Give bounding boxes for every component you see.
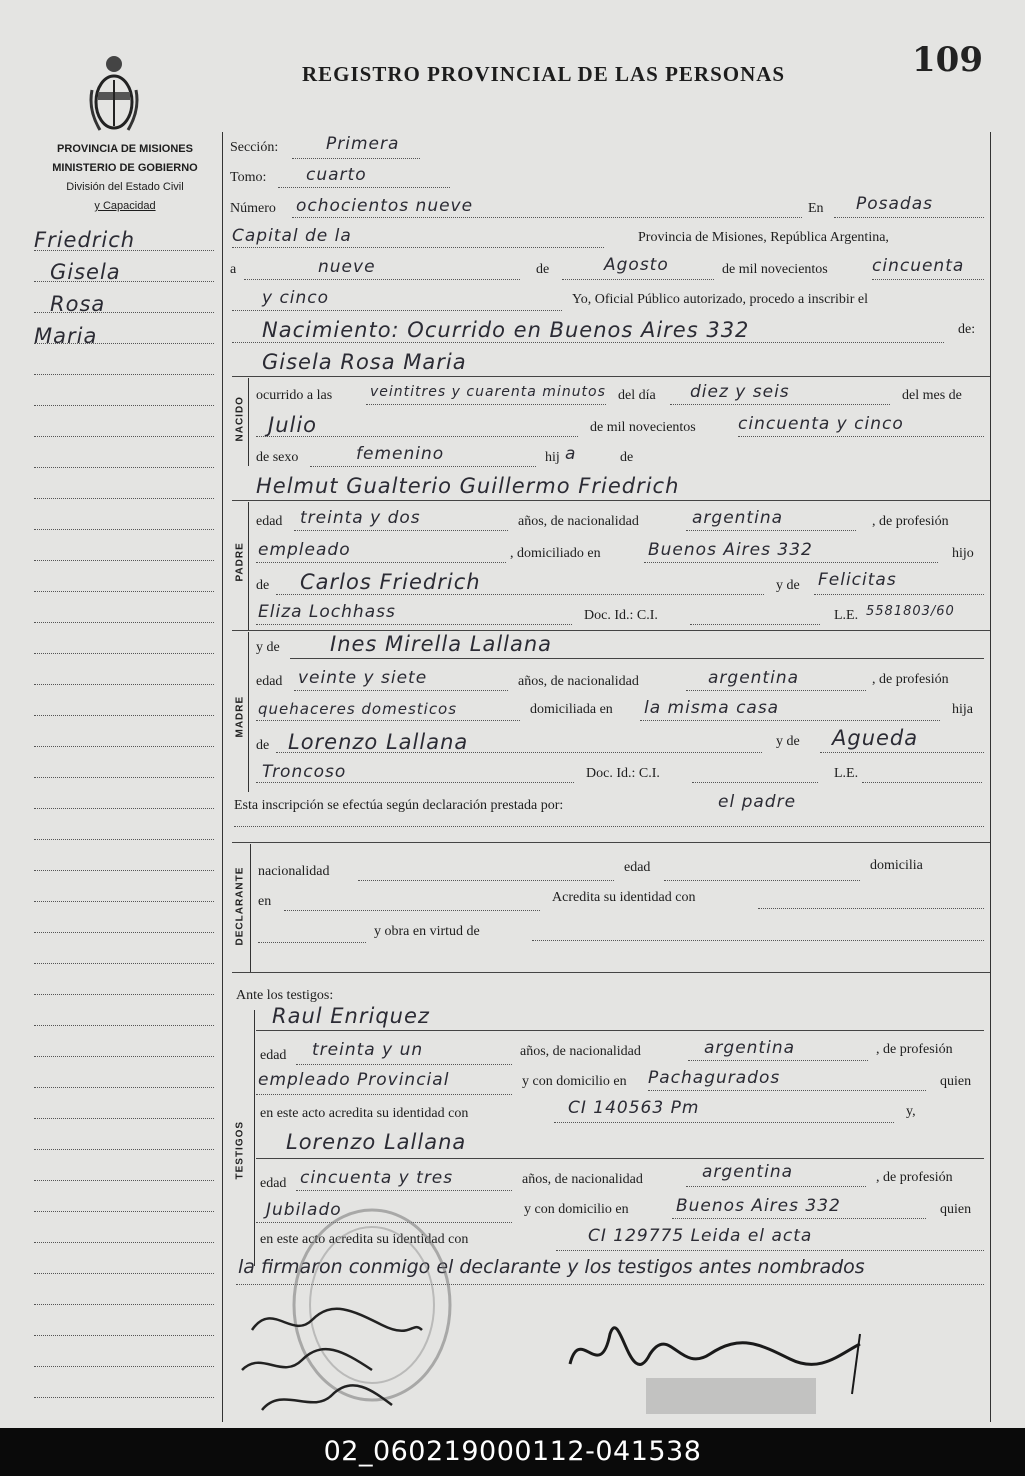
- margin-rule: [34, 1211, 214, 1212]
- value-t2-nac: argentina: [702, 1162, 794, 1182]
- left-frame: [222, 132, 223, 1422]
- label-ante: Ante los testigos:: [236, 988, 334, 1003]
- margin-rule: [34, 1273, 214, 1274]
- coat-of-arms-icon: [86, 50, 142, 136]
- margin-rule: [34, 653, 214, 654]
- margin-rule: [34, 1149, 214, 1150]
- value-nombre: Gisela Rosa Maria: [262, 350, 467, 374]
- margin-rule: [34, 746, 214, 747]
- margin-rule: [34, 405, 214, 406]
- value-t1-nombre: Raul Enriquez: [272, 1004, 430, 1028]
- label-madre-edad: edad: [256, 674, 283, 689]
- label-esta-inscripcion: Esta inscripción se efectúa según declaración prestada por:: [234, 798, 564, 813]
- value-tomo: cuarto: [306, 165, 367, 185]
- value-padre-nombre: Helmut Gualterio Guillermo Friedrich: [256, 474, 680, 498]
- label-ocurrido: ocurrido a las: [256, 388, 333, 403]
- label-y-de: y de: [776, 578, 800, 593]
- label-t2-acredita: en este acto acredita su identidad con: [260, 1232, 469, 1247]
- org-line-3: División del Estado Civil: [66, 181, 184, 193]
- value-abuelo-m: Lorenzo Lallana: [288, 730, 469, 754]
- label-t1-acredita: en este acto acredita su identidad con: [260, 1106, 469, 1121]
- label-numero: Número: [230, 201, 276, 216]
- label-t2-prof: , de profesión: [876, 1170, 953, 1185]
- label-domiciliado: , domiciliado en: [510, 546, 601, 561]
- margin-rule: [34, 436, 214, 437]
- margin-name-1: Friedrich: [34, 228, 136, 252]
- margin-rule: [34, 870, 214, 871]
- label-edad2: edad: [624, 860, 651, 875]
- value-declarante: el padre: [718, 792, 797, 812]
- margin-rule: [34, 591, 214, 592]
- label-de-colon: de:: [958, 322, 976, 337]
- org-line-2: MINISTERIO DE GOBIERNO: [52, 162, 198, 174]
- value-mes-inscripcion: Agosto: [604, 255, 669, 275]
- label-padre-prof: , de profesión: [872, 514, 949, 529]
- label-t1-edad: edad: [260, 1048, 287, 1063]
- value-mes: Julio: [268, 413, 318, 437]
- image-caption: 02_060219000112-041538: [323, 1436, 702, 1467]
- value-padre-dom: Buenos Aires 332: [648, 540, 813, 560]
- label-padre-edad: edad: [256, 514, 283, 529]
- margin-rule: [34, 1118, 214, 1119]
- margin-rule: [34, 498, 214, 499]
- page-number: 109: [912, 40, 983, 80]
- value-t2-prof: Jubilado: [266, 1200, 342, 1220]
- margin-rule: [34, 622, 214, 623]
- label-en2: en: [258, 894, 272, 909]
- label-doc-id: Doc. Id.: C.I.: [584, 608, 658, 623]
- value-sexo: femenino: [356, 444, 445, 464]
- label-t2-nac: años, de nacionalidad: [522, 1172, 643, 1187]
- label-de-mil2: de mil novecientos: [590, 420, 696, 435]
- value-anio-2: y cinco: [262, 288, 330, 308]
- label-padre-nac: años, de nacionalidad: [518, 514, 639, 529]
- label-y-comma: y,: [906, 1104, 916, 1119]
- signature-witnesses-icon: [232, 1290, 432, 1428]
- value-cierre: la firmaron conmigo el declarante y los testigos antes nombrados: [238, 1256, 865, 1278]
- margin-rule: [34, 529, 214, 530]
- margin-name-4: Maria: [34, 324, 98, 348]
- margin-rule: [34, 281, 214, 282]
- value-abuela-p: Felicitas: [818, 570, 897, 590]
- margin-rule: [34, 994, 214, 995]
- page-title: REGISTRO PROVINCIAL DE LAS PERSONAS: [302, 62, 786, 86]
- margin-rule: [34, 963, 214, 964]
- label-y-de2: y de: [776, 734, 800, 749]
- value-t1-dom: Pachagurados: [648, 1068, 781, 1088]
- label-de2: de: [620, 450, 634, 465]
- label-del-dia: del día: [618, 388, 656, 403]
- right-frame: [990, 132, 991, 1422]
- margin-rule: [34, 1335, 214, 1336]
- label-nacionalidad: nacionalidad: [258, 864, 330, 879]
- value-abuela-m: Agueda: [832, 726, 919, 750]
- margin-rule: [34, 1366, 214, 1367]
- label-provincia: Provincia de Misiones, República Argentina,: [638, 230, 889, 245]
- value-t2-dom: Buenos Aires 332: [676, 1196, 841, 1216]
- label-de3: de: [256, 578, 270, 593]
- value-abuelo-p: Carlos Friedrich: [300, 570, 481, 594]
- label-de4: de: [256, 738, 270, 753]
- value-t2-edad: cincuenta y tres: [300, 1168, 454, 1188]
- label-le: L.E.: [834, 608, 859, 623]
- label-seccion: Sección:: [230, 140, 279, 155]
- label-domiciliada: domiciliada en: [530, 702, 613, 717]
- label-de: de: [536, 262, 550, 277]
- margin-rule: [34, 1242, 214, 1243]
- value-abuela-p2: Eliza Lochhass: [258, 602, 396, 622]
- label-sexo: de sexo: [256, 450, 299, 465]
- value-dia: diez y seis: [690, 382, 790, 402]
- value-dia-inscripcion: nueve: [318, 257, 376, 277]
- label-de-mil: de mil novecientos: [722, 262, 828, 277]
- margin-rule: [34, 932, 214, 933]
- value-madre-dom: la misma casa: [644, 698, 780, 718]
- section-label-testigos: TESTIGOS: [234, 1120, 246, 1180]
- margin-rule: [34, 560, 214, 561]
- label-yo: Yo, Oficial Público autorizado, procedo a inscribir el: [572, 292, 869, 307]
- value-madre-edad: veinte y siete: [298, 668, 428, 688]
- margin-rule: [34, 1056, 214, 1057]
- section-label-nacido: NACIDO: [234, 396, 246, 442]
- label-t2-dom: y con domicilio en: [524, 1202, 629, 1217]
- margin-rule: [34, 250, 214, 251]
- margin-rule: [34, 1087, 214, 1088]
- value-padre-prof: empleado: [258, 540, 351, 560]
- value-t1-nac: argentina: [704, 1038, 796, 1058]
- label-t1-nac: años, de nacionalidad: [520, 1044, 641, 1059]
- value-madre-nac: argentina: [708, 668, 800, 688]
- label-hijo: hijo: [952, 546, 974, 561]
- margin-rule: [34, 839, 214, 840]
- value-madre-prof: quehaceres domesticos: [258, 700, 458, 718]
- section-label-declarante: DECLARANTE: [234, 866, 246, 946]
- label-madre-prof: , de profesión: [872, 672, 949, 687]
- value-hora: veintitres y cuarenta minutos: [370, 384, 606, 400]
- value-en: Posadas: [856, 194, 933, 214]
- label-domicilia: domicilia: [870, 858, 923, 873]
- value-padre-edad: treinta y dos: [300, 508, 421, 528]
- value-padre-nac: argentina: [692, 508, 784, 528]
- org-line-1: PROVINCIA DE MISIONES: [57, 143, 193, 155]
- section-label-madre: MADRE: [234, 695, 246, 738]
- margin-rule: [34, 312, 214, 313]
- label-en: En: [808, 201, 824, 216]
- label-le2: L.E.: [834, 766, 859, 781]
- value-tipo: Nacimiento: Ocurrido en Buenos Aires 332: [262, 318, 750, 342]
- value-t2-nombre: Lorenzo Lallana: [286, 1130, 467, 1154]
- label-hij: hij: [545, 450, 560, 465]
- margin-rule: [34, 374, 214, 375]
- label-acredita: Acredita su identidad con: [552, 890, 696, 905]
- margin-rule: [34, 467, 214, 468]
- label-t1-dom: y con domicilio en: [522, 1074, 627, 1089]
- margin-rule: [34, 808, 214, 809]
- value-seccion: Primera: [326, 134, 400, 154]
- value-t1-prof: empleado Provincial: [258, 1070, 450, 1090]
- margin-rule: [34, 343, 214, 344]
- org-line-4: y Capacidad: [94, 200, 156, 212]
- margin-rule: [34, 1180, 214, 1181]
- margin-rule: [34, 715, 214, 716]
- value-t2-ci: CI 129775 Leida el acta: [588, 1226, 813, 1246]
- section-label-padre: PADRE: [234, 542, 246, 582]
- label-a: a: [230, 262, 237, 277]
- margin-name-3: Rosa: [50, 292, 106, 316]
- value-abuela-m2: Troncoso: [262, 762, 347, 782]
- margin-rule: [34, 777, 214, 778]
- label-t1-prof: , de profesión: [876, 1042, 953, 1057]
- value-t1-ci: CI 140563 Pm: [568, 1098, 700, 1118]
- label-madre-nac: años, de nacionalidad: [518, 674, 639, 689]
- label-tomo: Tomo:: [230, 170, 267, 185]
- value-numero: ochocientos nueve: [296, 196, 474, 216]
- value-anio-nac: cincuenta y cinco: [738, 414, 904, 434]
- value-hij-suffix: a: [565, 444, 577, 464]
- label-t1-quien: quien: [940, 1074, 972, 1089]
- label-y-de-madre: y de: [256, 640, 280, 655]
- value-anio-1: cincuenta: [872, 256, 965, 276]
- label-hija: hija: [952, 702, 973, 717]
- value-capital: Capital de la: [232, 226, 352, 246]
- margin-rule: [34, 901, 214, 902]
- margin-name-2: Gisela: [50, 260, 121, 284]
- value-padre-le: 5581803/60: [866, 604, 955, 619]
- label-obra: y obra en virtud de: [374, 924, 480, 939]
- label-doc-id2: Doc. Id.: C.I.: [586, 766, 660, 781]
- official-seal-icon: [646, 1370, 826, 1422]
- value-t1-edad: treinta y un: [312, 1040, 424, 1060]
- label-del-mes: del mes de: [902, 388, 962, 403]
- margin-rule: [34, 684, 214, 685]
- margin-rule: [34, 1025, 214, 1026]
- label-t2-quien: quien: [940, 1202, 972, 1217]
- org-header: [36, 140, 214, 216]
- value-madre-nombre: Ines Mirella Lallana: [330, 632, 553, 656]
- margin-rule: [34, 1304, 214, 1305]
- margin-rule: [34, 1397, 214, 1398]
- label-t2-edad: edad: [260, 1176, 287, 1191]
